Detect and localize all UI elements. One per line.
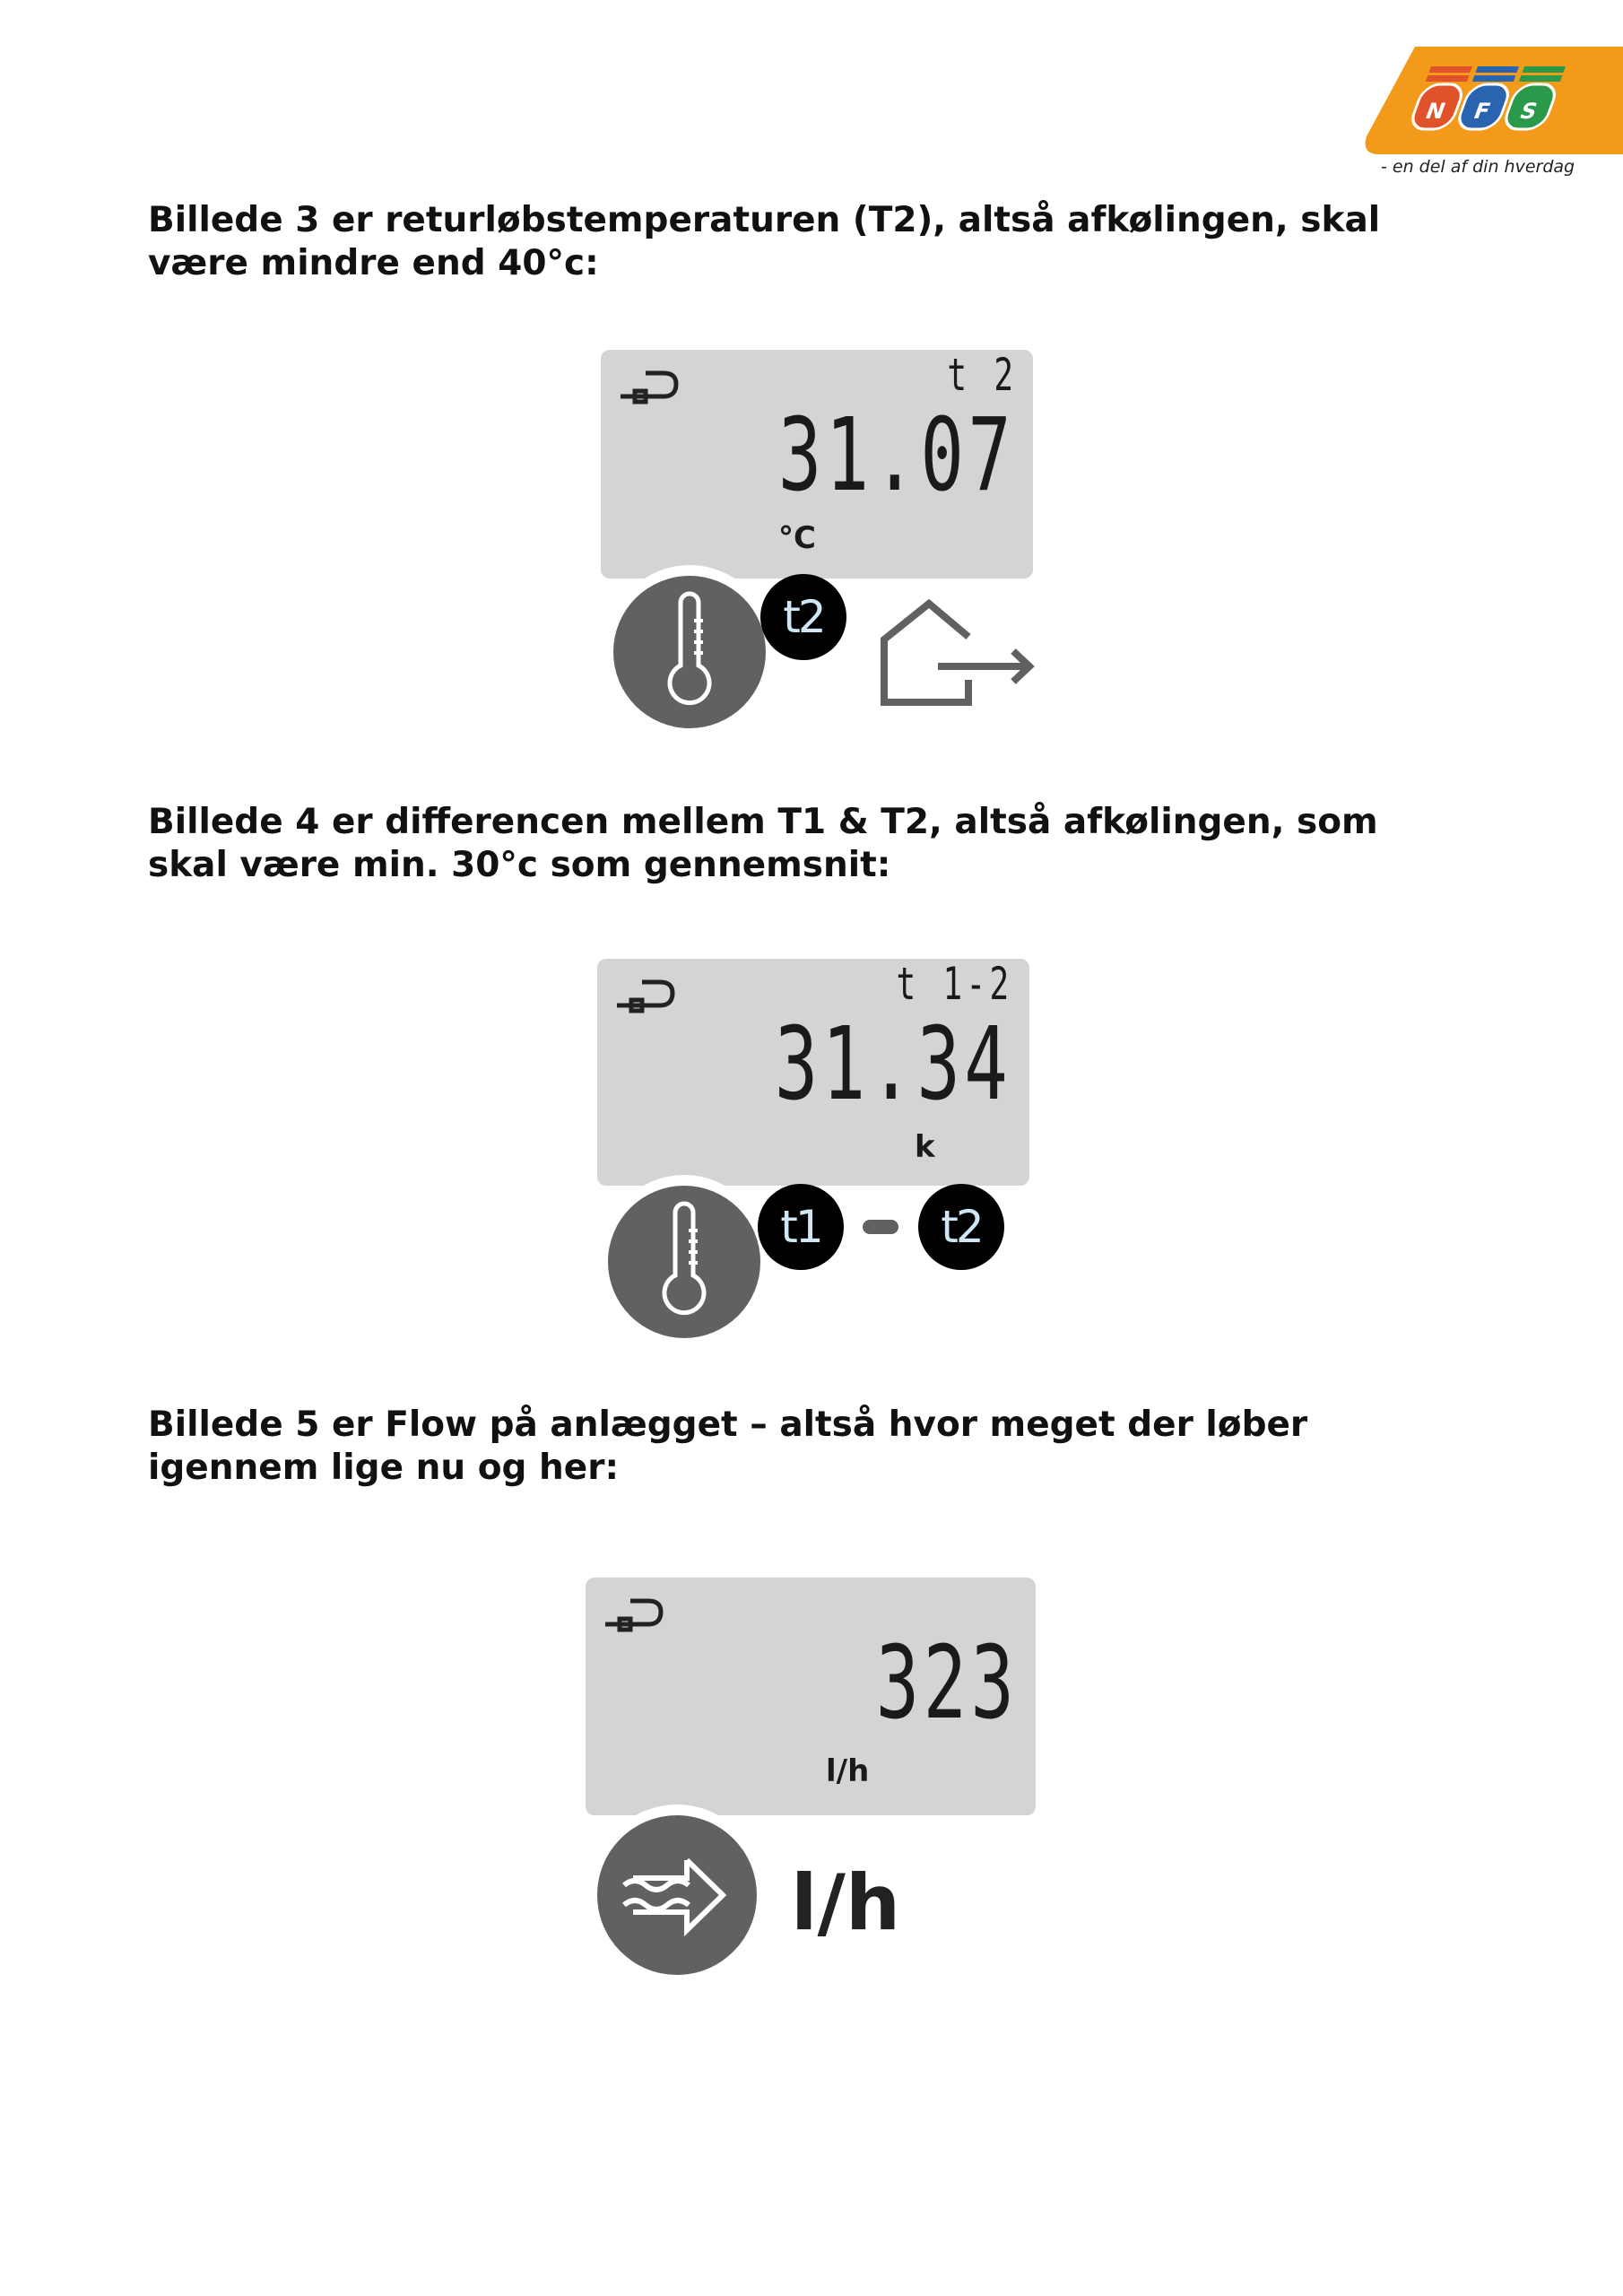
plug-icon <box>617 366 689 405</box>
flow-button <box>597 1815 757 1975</box>
thermometer-icon <box>608 1186 760 1338</box>
lcd-display-flow <box>586 1578 1036 1815</box>
display-unit: k <box>915 1129 935 1165</box>
house-return-arrow-icon <box>879 599 1038 710</box>
display-label: t 1-2 <box>897 958 1013 1010</box>
badge-t2: t2 <box>760 574 846 660</box>
lcd-display-t1-t2 <box>597 959 1029 1186</box>
display-unit: °C <box>778 520 816 556</box>
display-unit: l/h <box>826 1753 870 1789</box>
badge-t2: t2 <box>918 1184 1004 1270</box>
lcd-display-t2 <box>601 350 1033 578</box>
thermometer-button <box>613 576 766 728</box>
thermometer-button <box>608 1186 760 1338</box>
heading-billede-3: Billede 3 er returløbstemperaturen (T2), altså afkølingen, skal være mindre end 40°c: <box>148 200 1381 283</box>
flow-arrow-icon <box>597 1815 757 1975</box>
nfs-logo <box>1361 47 1623 154</box>
heading-billede-4: Billede 4 er differencen mellem T1 & T2, altså afkølingen, som skal være min. 30°c som gennemsnit: <box>148 802 1378 885</box>
display-reading: 31.34 <box>774 1006 1011 1123</box>
heading-billede-5: Billede 5 er Flow på anlægget – altså hvor meget der løber igennem lige nu og her: <box>148 1405 1308 1488</box>
display-label: t 2 <box>947 349 1017 401</box>
plug-icon <box>602 1594 673 1633</box>
thermometer-icon <box>613 576 766 728</box>
svg-text:S: S <box>1516 98 1541 124</box>
badge-t1: t1 <box>758 1184 844 1270</box>
svg-text:F: F <box>1470 98 1495 124</box>
logo-tagline: - en del af din hverdag <box>1381 157 1575 177</box>
display-reading: 323 <box>875 1625 1018 1742</box>
display-reading: 31.07 <box>777 397 1015 514</box>
plug-icon <box>613 975 685 1014</box>
flow-unit-label: l/h <box>791 1858 901 1948</box>
svg-text:N: N <box>1421 98 1450 124</box>
minus-sign <box>863 1220 898 1234</box>
